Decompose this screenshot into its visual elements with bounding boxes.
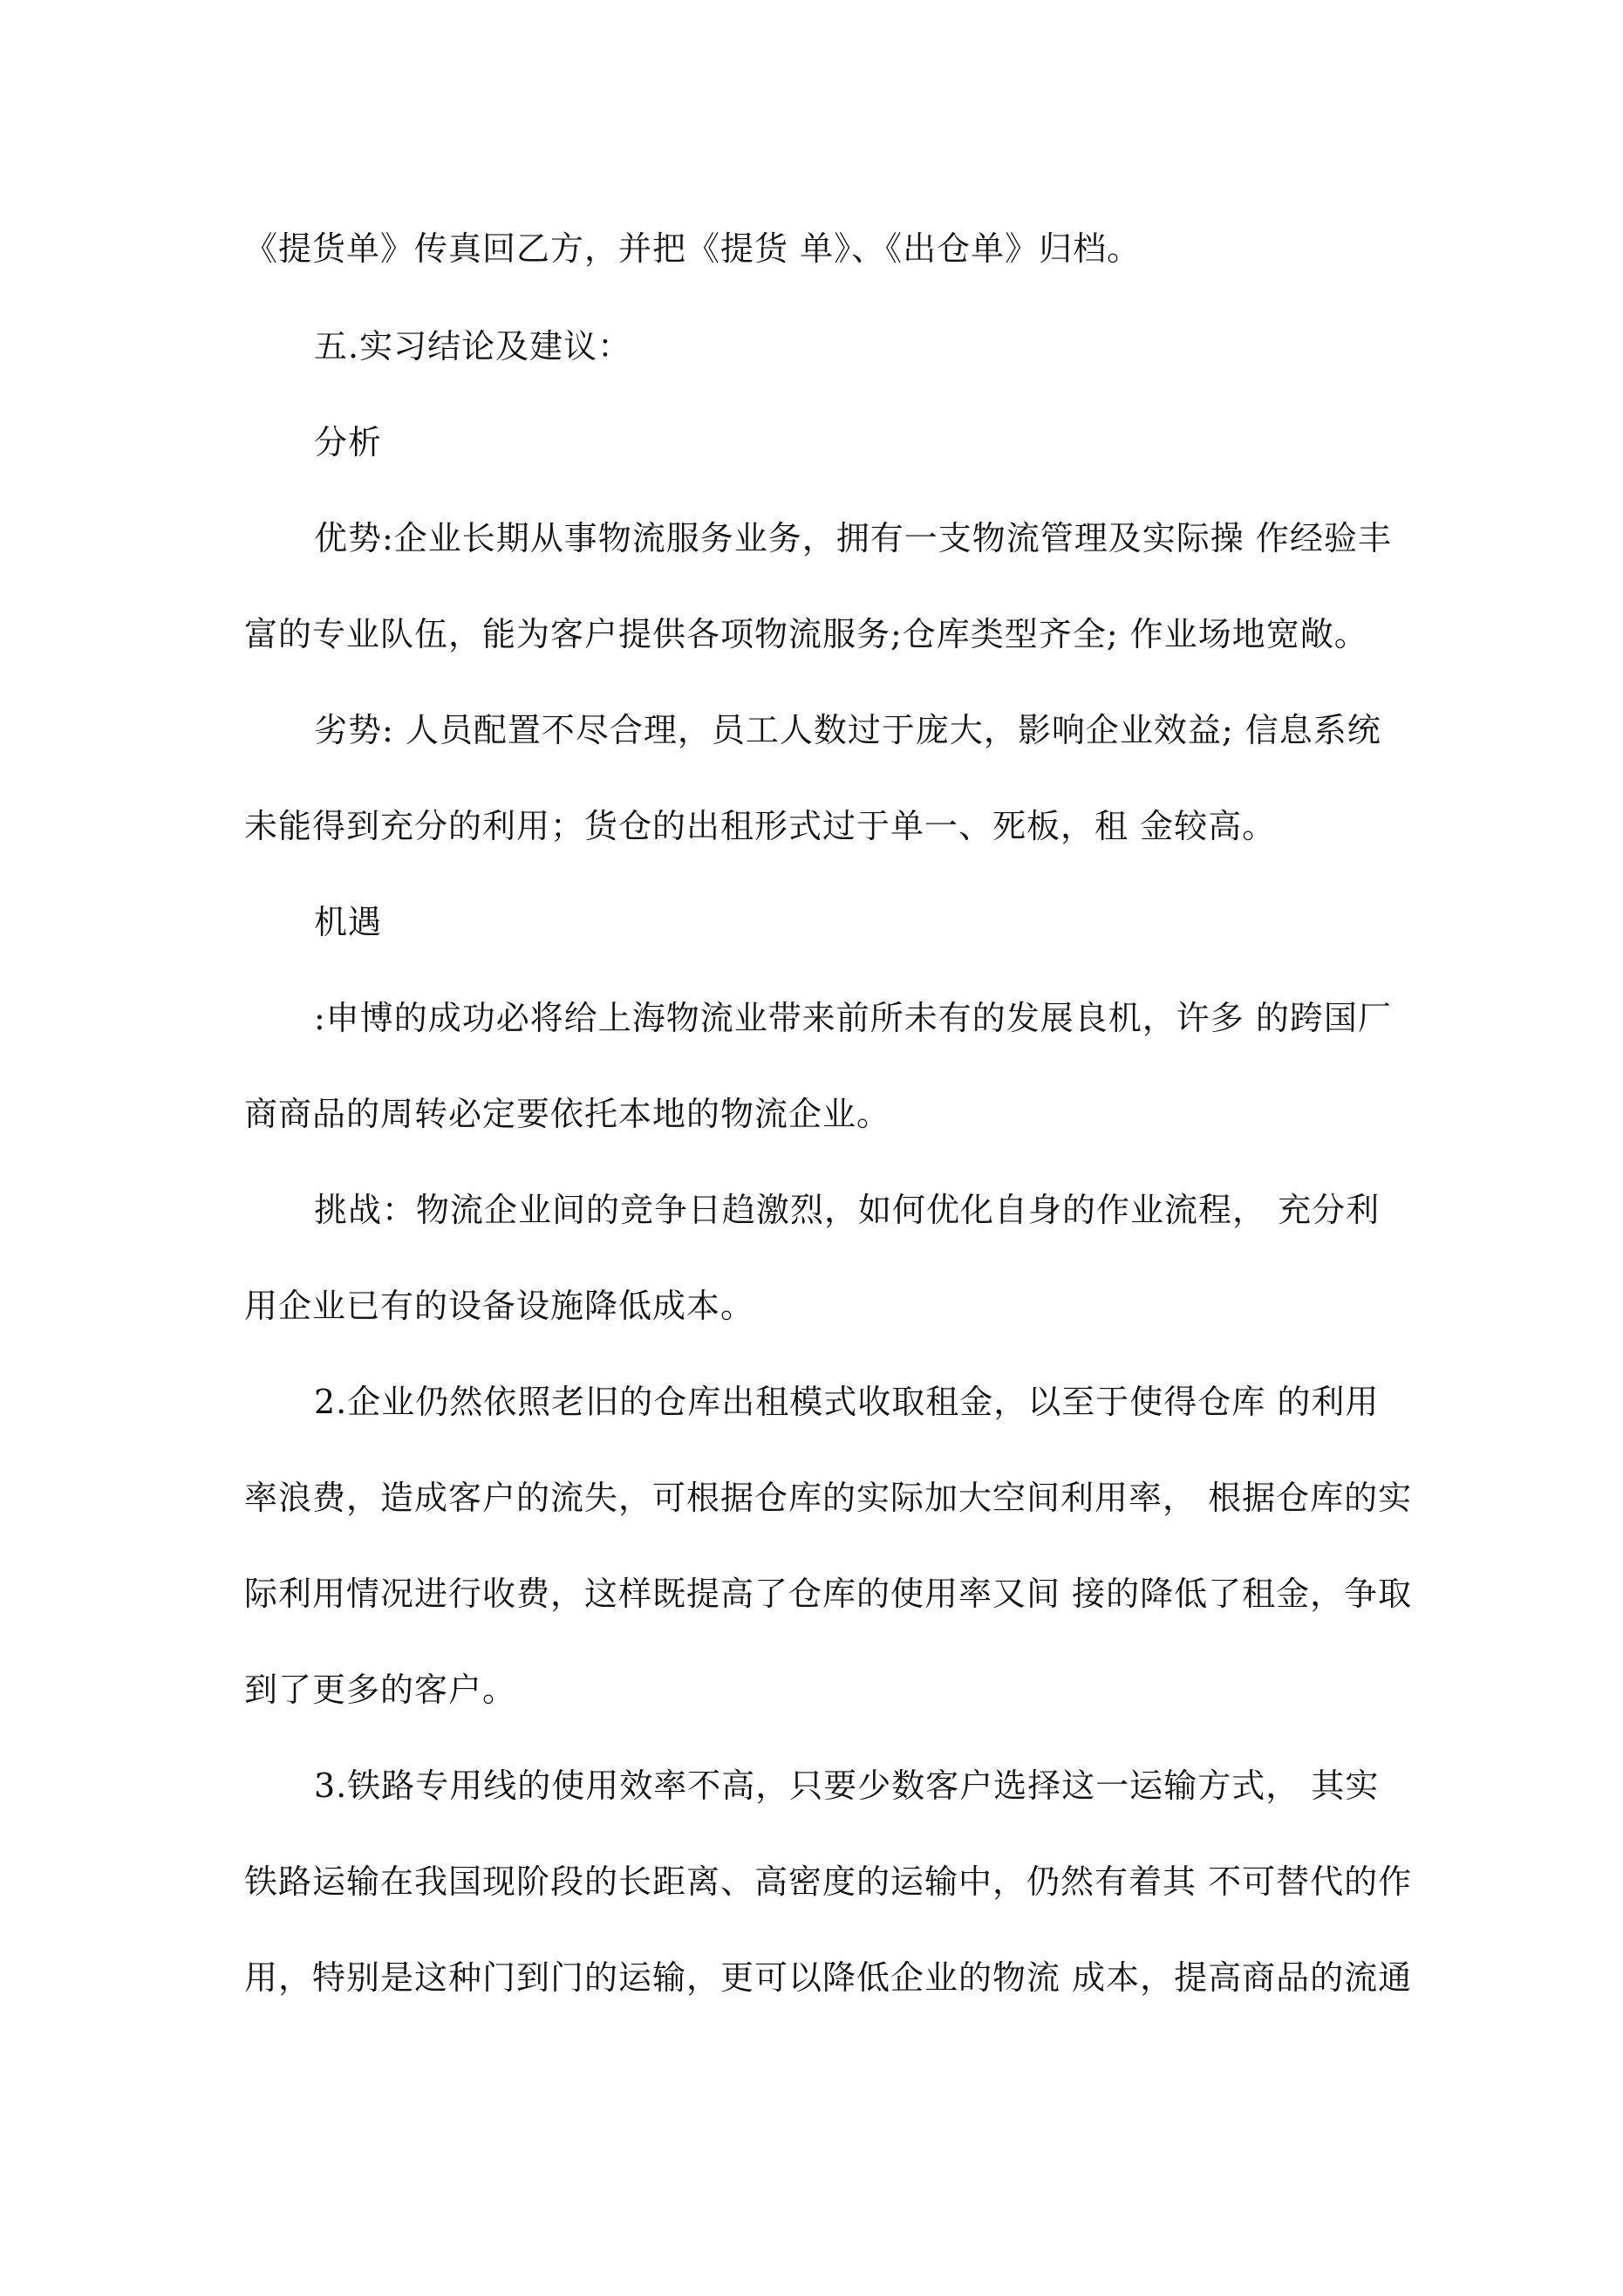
paragraph-line: 富的专业队伍，能为客户提供各项物流服务;仓库类型齐全; 作业场地宽敞。 [244,615,1368,653]
paragraph-line: 挑战：物流企业间的竞争日趋激烈，如何优化自身的作业流程， 充分利 [314,1191,1381,1229]
paragraph-line: 到了更多的客户。 [244,1671,517,1709]
paragraph-line: 劣势: 人员配置不尽合理，员工人数过于庞大，影响企业效益; 信息系统 [314,711,1381,749]
paragraph-line: 2.企业仍然依照老旧的仓库出租模式收取租金，以至于使得仓库 的利用 [314,1383,1380,1421]
paragraph-line: 铁路运输在我国现阶段的长距离、高密度的运输中，仍然有着其 不可替代的作 [244,1862,1413,1901]
subheading-opportunity: 机遇 [314,903,383,941]
section-heading: 五.实习结论及建议： [314,327,632,366]
paragraph-line: 际利用情况进行收费，这样既提高了仓库的使用率又间 接的降低了租金，争取 [244,1575,1413,1613]
paragraph-line: 《提货单》传真回乙方，并把《提货 单》、《出仓单》归档。 [244,229,1142,268]
subheading-analysis: 分析 [314,423,383,461]
paragraph-line: 用，特别是这种门到门的运输，更可以降低企业的物流 成本，提高商品的流通 [244,1958,1413,1997]
paragraph-line: 未能得到充分的利用；货仓的出租形式过于单一、死板，租 金较高。 [244,807,1277,845]
paragraph-line: 3.铁路专用线的使用效率不高，只要少数客户选择这一运输方式， 其实 [314,1766,1380,1805]
paragraph-line: 商商品的周转必定要依托本地的物流企业。 [244,1095,891,1133]
paragraph-line: 率浪费，造成客户的流失，可根据仓库的实际加大空间利用率， 根据仓库的实 [244,1479,1413,1517]
paragraph-line: 用企业已有的设备设施降低成本。 [244,1287,755,1325]
paragraph-line: :申博的成功必将给上海物流业带来前所未有的发展良机，许多 的跨国厂 [314,999,1392,1037]
paragraph-line: 优势:企业长期从事物流服务业务，拥有一支物流管理及实际操 作经验丰 [314,519,1392,557]
